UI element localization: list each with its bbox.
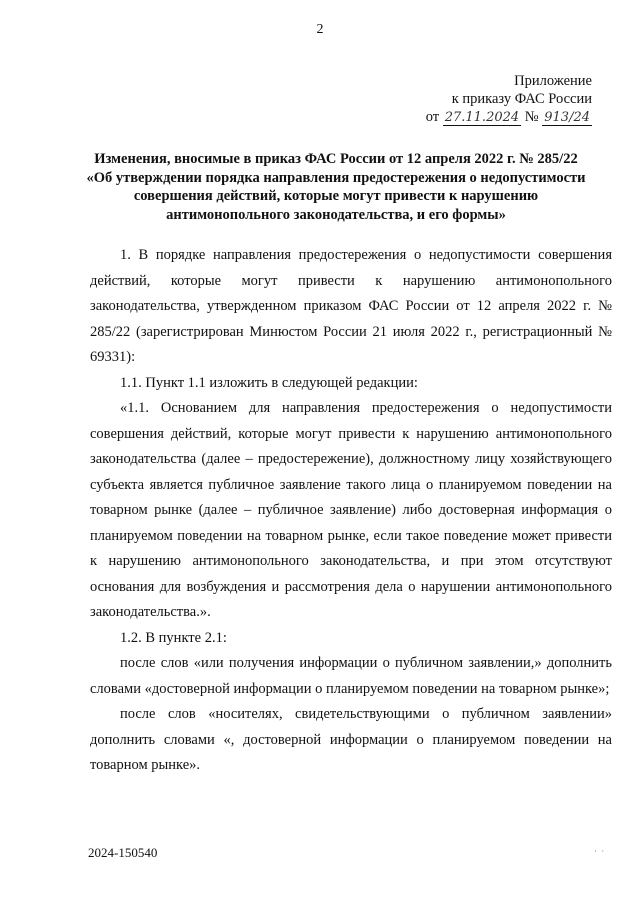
appendix-block bbox=[426, 72, 592, 126]
paragraph-1-2-item-1: после слов «или получения информации о публичном заявлении,» дополнить словами «достоверной информации о планируемом поведении на товарном рынке»; bbox=[90, 655, 612, 697]
appendix-from-label: от bbox=[425, 109, 440, 125]
appendix-title: Приложение bbox=[514, 73, 592, 89]
handwritten-number: 913/24 bbox=[544, 110, 590, 125]
number-sign: № bbox=[524, 109, 539, 125]
document-heading bbox=[70, 150, 602, 224]
paragraph-1-2: 1.2. В пункте 2.1: bbox=[120, 629, 227, 646]
heading-line-1: Изменения, вносимые в приказ ФАС России от 12 апреля 2022 г. № 285/22 bbox=[94, 151, 578, 167]
appendix-date-number bbox=[426, 108, 592, 126]
heading-line-3: совершения действий, которые могут привести к нарушению bbox=[133, 188, 539, 204]
paragraph-1-1: 1.1. Пункт 1.1 изложить в следующей редакции: bbox=[120, 374, 418, 391]
paragraph-1-1-text: «1.1. Основанием для направления предостережения о недопустимости совершения действий, которые могут привести к нарушению антимонопольного законодательства (далее – предостережение), должностному лицу хозяйствующего субъекта является публичное заявление такого лица о планируемом поведении на товарном рынке (далее – публичное заявление) либо достоверная информация о планируемом поведении на товарном рынке, если такое поведение может привести к нарушению антимонопольного законодательства, и при этом отсутствуют основания для возбуждения и рассмотрения дела о нарушении антимонопольного законодательства.». bbox=[90, 400, 612, 620]
corner-marks: · · bbox=[594, 846, 606, 856]
heading-line-2: «Об утверждении порядка направления предостережения о недопустимости bbox=[86, 169, 586, 186]
heading-line-4: антимонопольного законодательства, и его формы» bbox=[166, 206, 506, 223]
paragraph-1-2-item-2: после слов «носителях, свидетельствующими о публичном заявлении» дополнить словами «, достоверной информации о планируемом поведении на товарном рынке». bbox=[90, 706, 612, 773]
footer-registration-code: 2024-150540 bbox=[88, 845, 158, 860]
page-number: 2 bbox=[316, 22, 324, 37]
document-body bbox=[90, 243, 612, 779]
appendix-order-ref: к приказу ФАС России bbox=[451, 91, 592, 107]
handwritten-date: 27.11.2024 bbox=[444, 110, 520, 125]
paragraph-1: 1. В порядке направления предостережения о недопустимости совершения действий, которые могут привести к нарушению антимонопольного законодательства, утвержденном приказом ФАС России от 12 апреля 2022 г. № 285/22 (зарегистрирован Минюстом России 21 июля 2022 г., регистрационный № 69331): bbox=[90, 247, 612, 365]
